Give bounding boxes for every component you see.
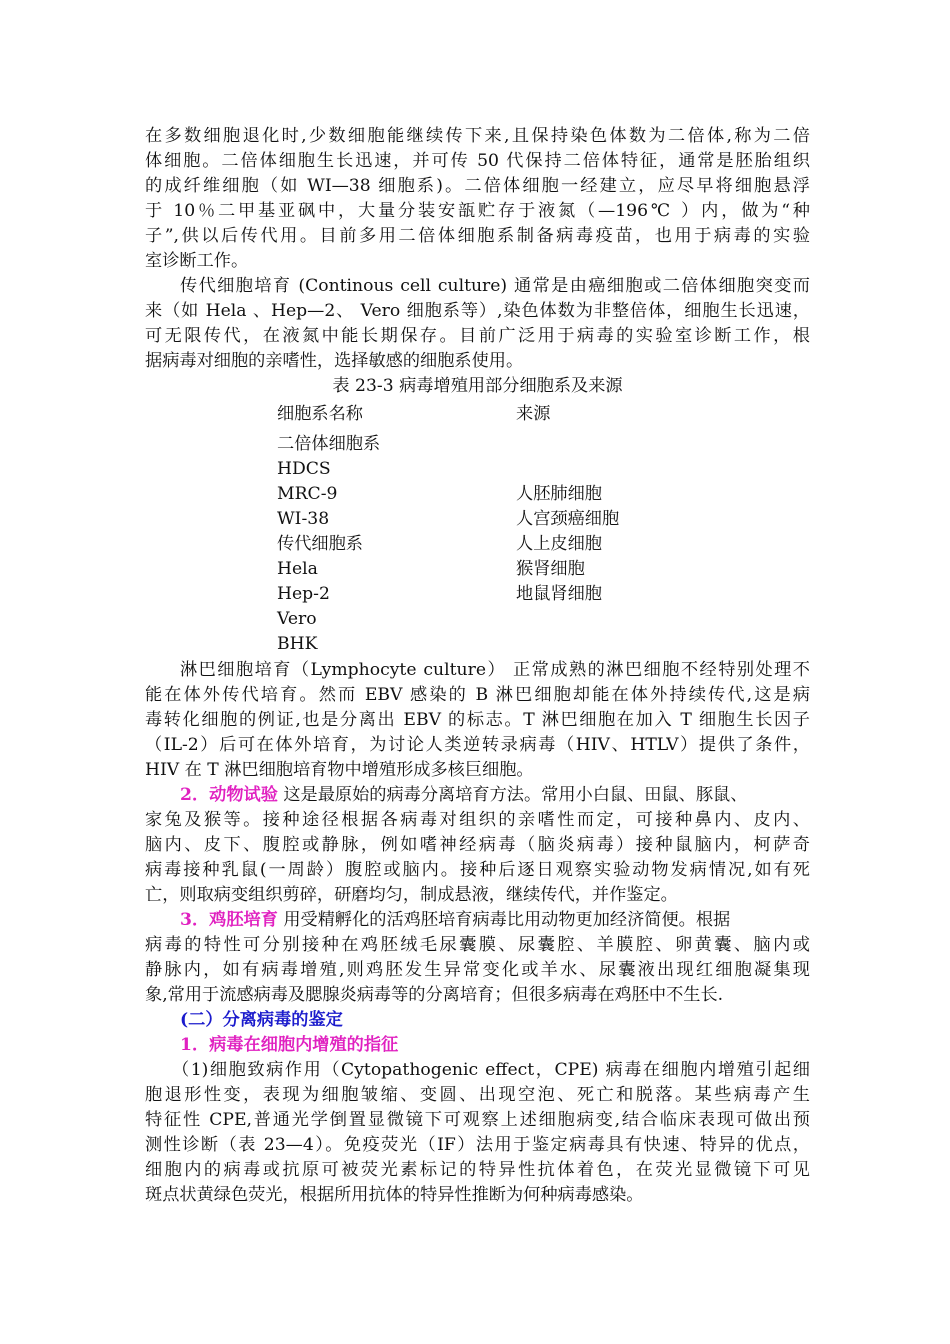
paragraph-line: 病毒的特性可分别接种在鸡胚绒毛尿囊膜、尿囊腔、羊膜腔、卵黄囊、脑内或 bbox=[145, 935, 810, 955]
paragraph-line: （1)细胞致病作用（Cytopathogenic effect，CPE) 病毒在细胞内增殖引起细 bbox=[172, 1060, 810, 1080]
section-text: 这是最原始的病毒分离培育方法。常用小白鼠、田鼠、豚鼠、 bbox=[277, 785, 748, 805]
table-cell-name: Hela bbox=[277, 559, 318, 579]
paragraph-line: 静脉内，如有病毒增殖,则鸡胚发生异常变化或羊水、尿囊液出现红细胞凝集现 bbox=[145, 960, 810, 980]
paragraph-line: 细胞内的病毒或抗原可被荧光素标记的特异性抗体着色，在荧光显微镜下可见 bbox=[145, 1160, 810, 1180]
paragraph-line: 于 10％二甲基亚砜中，大量分装安瓿贮存于液氮（—196℃ ）内，做为“种 bbox=[145, 201, 810, 221]
paragraph-line: 特征性 CPE,普通光学倒置显微镜下可观察上述细胞病变,结合临床表现可做出预 bbox=[145, 1110, 810, 1130]
table-cell-source: 人宫颈癌细胞 bbox=[516, 509, 620, 529]
paragraph-line: 亡，则取病变组织剪碎，研磨均匀，制成悬液，继续传代，并作鉴定。 bbox=[145, 885, 678, 905]
section-heading-identify: (二）分离病毒的鉴定 bbox=[180, 1010, 343, 1030]
table-header-name: 细胞系名称 bbox=[277, 404, 363, 424]
paragraph-line: 家兔及猴等。接种途径根据各病毒对组织的亲嗜性而定，可接种鼻内、皮内、 bbox=[145, 810, 810, 830]
paragraph-line: 室诊断工作。 bbox=[145, 251, 249, 271]
paragraph-line: 子”,供以后传代用。目前多用二倍体细胞系制备病毒疫苗，也用于病毒的实验 bbox=[145, 226, 810, 246]
table-cell-source: 猴肾细胞 bbox=[516, 559, 585, 579]
paragraph-line: 可无限传代，在液氮中能长期保存。目前广泛用于病毒的实验室诊断工作，根 bbox=[145, 326, 810, 346]
paragraph-line: 测性诊断（表 23—4）。免疫荧光（IF）法用于鉴定病毒具有快速、特异的优点， bbox=[145, 1135, 810, 1155]
table-cell-source: 地鼠肾细胞 bbox=[516, 584, 602, 604]
table-cell-name: HDCS bbox=[277, 459, 331, 479]
paragraph-line: 据病毒对细胞的亲嗜性，选择敏感的细胞系使用。 bbox=[145, 351, 524, 371]
paragraph-line: 病毒接种乳鼠(一周龄）腹腔或脑内。接种后逐日观察实验动物发病情况,如有死 bbox=[145, 860, 810, 880]
paragraph-line: 传代细胞培育 (Continous cell culture) 通常是由癌细胞或二倍体细胞突变而 bbox=[180, 276, 810, 296]
paragraph-line: （IL-2）后可在体外培育，为讨论人类逆转录病毒（HIV、HTLV）提供了条件， bbox=[145, 735, 810, 755]
paragraph-line: 脑内、皮下、腹腔或静脉，例如嗜神经病毒（脑炎病毒）接种鼠脑内，柯萨奇 bbox=[145, 835, 810, 855]
table-cell-source: 人上皮细胞 bbox=[516, 534, 602, 554]
table-cell-name: 二倍体细胞系 bbox=[277, 434, 381, 454]
table-cell-name: Hep-2 bbox=[277, 584, 330, 604]
paragraph-line: 象,常用于流感病毒及腮腺炎病毒等的分离培育；但很多病毒在鸡胚中不生长. bbox=[145, 985, 724, 1005]
paragraph-line: 的成纤维细胞（如 WI—38 细胞系)。二倍体细胞一经建立，应尽早将细胞悬浮 bbox=[145, 176, 810, 196]
paragraph-line: 能在体外传代培育。然而 EBV 感染的 B 淋巴细胞却能在体外持续传代,这是病 bbox=[145, 685, 810, 705]
subsection-heading-indicators: 1．病毒在细胞内增殖的指征 bbox=[180, 1035, 399, 1055]
paragraph-line: 胞退形性变，表现为细胞皱缩、变圆、出现空泡、死亡和脱落。某些病毒产生 bbox=[145, 1085, 810, 1105]
section-heading-animal: 2．动物试验 bbox=[180, 785, 278, 805]
paragraph-line: HIV 在 T 淋巴细胞培育物中增殖形成多核巨细胞。 bbox=[145, 760, 534, 780]
table-cell-name: WI-38 bbox=[277, 509, 330, 529]
section-heading-embryo: 3．鸡胚培育 bbox=[180, 910, 278, 930]
section-text: 用受精孵化的活鸡胚培育病毒比用动物更加经济简便。根据 bbox=[277, 910, 731, 930]
paragraph-line: 淋巴细胞培育（Lymphocyte culture） 正常成熟的淋巴细胞不经特别处理不 bbox=[180, 660, 810, 680]
table-header-source: 来源 bbox=[516, 404, 551, 424]
section-embryo-first-line bbox=[180, 908, 810, 933]
table-cell-name: Vero bbox=[277, 609, 317, 629]
table-cell-name: BHK bbox=[277, 634, 318, 654]
table-caption: 表 23-3 病毒增殖用部分细胞系及来源 bbox=[332, 376, 623, 396]
paragraph-line: 在多数细胞退化时,少数细胞能继续传下来,且保持染色体数为二倍体,称为二倍 bbox=[145, 126, 810, 146]
paragraph-line: 来（如 Hela 、Hep—2、 Vero 细胞系等）,染色体数为非整倍体，细胞生长迅速， bbox=[145, 301, 810, 321]
paragraph-line: 体细胞。二倍体细胞生长迅速，并可传 50 代保持二倍体特征，通常是胚胎组织 bbox=[145, 151, 810, 171]
section-animal-first-line bbox=[180, 783, 810, 808]
paragraph-line: 毒转化细胞的例证,也是分离出 EBV 的标志。T 淋巴细胞在加入 T 细胞生长因子 bbox=[145, 710, 810, 730]
table-cell-name: MRC-9 bbox=[277, 484, 338, 504]
table-cell-source: 人胚肺细胞 bbox=[516, 484, 602, 504]
table-cell-name: 传代细胞系 bbox=[277, 534, 363, 554]
paragraph-line: 斑点状黄绿色荧光，根据所用抗体的特异性推断为何种病毒感染。 bbox=[145, 1185, 644, 1205]
